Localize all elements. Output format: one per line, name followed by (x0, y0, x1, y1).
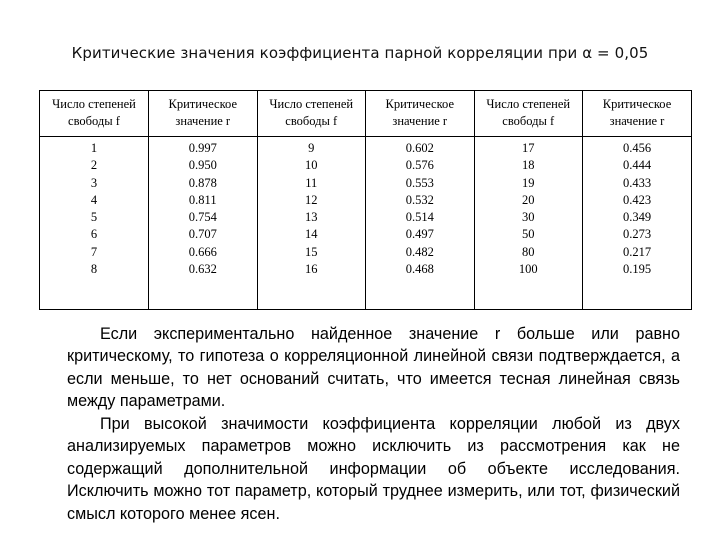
table-cell: 0.468 (405, 262, 434, 277)
table-cell: 0.217 (622, 244, 652, 259)
table-cell: 0.514 (405, 210, 434, 225)
column-degrees-freedom-1 (40, 137, 149, 310)
table-cell: 0.576 (405, 158, 434, 173)
table-cell: 0.632 (188, 262, 217, 277)
column-critical-value-2 (366, 137, 475, 310)
paragraph-significance: При высокой значимости коэффициента корреляции любой из двух анализируемых параметров можно исключить из рассмотрения как не содержащий дополнительной информации об объекте исследования. Исключить можно тот параметр, который труднее измерить, или тот, физический смысл которого менее ясен. (67, 415, 680, 523)
table-header-row (40, 91, 691, 137)
table-cell: 50 (522, 227, 535, 242)
table-cell: 0.754 (188, 210, 217, 225)
table-cell: 30 (522, 210, 535, 225)
column-critical-value-1 (149, 137, 258, 310)
table-cell: 3 (90, 175, 98, 190)
table-cell: 0.349 (622, 210, 652, 225)
table-cell: 13 (305, 210, 318, 225)
table-cell: 0.444 (622, 158, 652, 173)
table-cell: 14 (305, 227, 318, 242)
table-cell: 19 (522, 175, 535, 190)
table-cell: 6 (90, 227, 98, 242)
table-cell: 0.195 (622, 262, 652, 277)
table-cell: 11 (305, 175, 318, 190)
critical-values-table (39, 90, 692, 310)
page-title: Критические значения коэффициента парной корреляции при α = 0,05 (71, 44, 649, 62)
header-critical-value-1: Критическое значение r (149, 91, 258, 137)
column-critical-value-3 (583, 137, 692, 310)
header-degrees-freedom-2: Число степеней свободы f (257, 91, 366, 137)
column-degrees-freedom-3 (474, 137, 583, 310)
table-cell: 100 (518, 262, 538, 277)
table-cell: 9 (308, 141, 315, 155)
table-cell: 4 (90, 192, 98, 207)
table-cell: 12 (305, 192, 318, 207)
table-cell: 16 (305, 262, 318, 277)
table-cell: 0.532 (405, 192, 434, 207)
table-cell: 0.950 (188, 158, 217, 173)
table-cell: 7 (90, 244, 98, 259)
table-body-row (40, 137, 691, 310)
table-cell: 0.602 (405, 141, 434, 155)
table-cell: 17 (522, 141, 535, 155)
header-degrees-freedom-3: Число степеней свободы f (474, 91, 583, 137)
header-critical-value-2: Критическое значение r (366, 91, 475, 137)
table-cell: 18 (522, 158, 535, 173)
table-cell: 0.423 (622, 192, 652, 207)
table-cell: 0.456 (622, 141, 652, 155)
header-critical-value-3: Критическое значение r (583, 91, 692, 137)
table-cell: 15 (305, 244, 318, 259)
table-cell: 0.811 (188, 192, 217, 207)
table-cell: 20 (522, 192, 535, 207)
paragraph-hypothesis: Если экспериментально найденное значение r больше или равно критическому, то гипотеза о корреляционной линейной связи подтверждается, а если меньше, то нет оснований считать, что имеется тесная линейная связь между параметрами. (67, 325, 680, 411)
table-cell: 80 (522, 244, 535, 259)
table-cell: 1 (90, 141, 98, 155)
table-cell: 0.997 (188, 141, 217, 155)
table-cell: 0.273 (622, 227, 652, 242)
table-cell: 0.482 (405, 244, 434, 259)
table-cell: 0.433 (622, 175, 652, 190)
table-cell: 0.553 (405, 175, 434, 190)
table-cell: 2 (90, 158, 98, 173)
table-cell: 8 (90, 262, 98, 277)
table-cell: 0.707 (188, 227, 217, 242)
table-cell: 0.497 (405, 227, 434, 242)
header-degrees-freedom-1: Число степеней свободы f (40, 91, 149, 137)
column-degrees-freedom-2 (257, 137, 366, 310)
table-cell: 0.878 (188, 175, 217, 190)
table-cell: 0.666 (188, 244, 217, 259)
table-cell: 10 (305, 158, 318, 173)
table-cell: 5 (90, 210, 98, 225)
